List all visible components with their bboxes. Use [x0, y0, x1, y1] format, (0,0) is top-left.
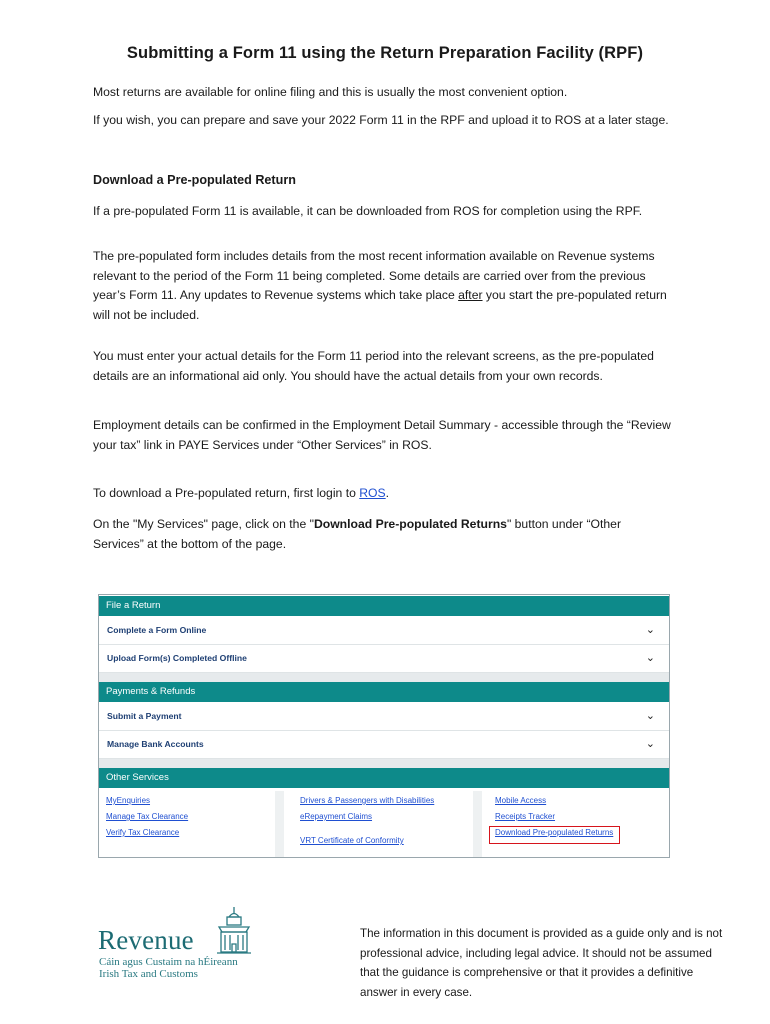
ros-link[interactable]: ROS [359, 486, 386, 500]
disclaimer-text: The information in this document is provided as a guide only and is not professional advice, including legal advice. It should not be assumed that the guidance is comprehensive or that it provides a definitive answer in every case. [360, 927, 723, 999]
chevron-down-icon: ⌄ [645, 710, 655, 722]
mobile-access-link[interactable]: Mobile Access [495, 796, 547, 805]
logo-english-tagline: Irish Tax and Customs [99, 968, 198, 980]
section-paragraph-4: Employment details can be confirmed in the Employment Detail Summary - accessible through the “Review your tax” link in PAYE Services under “Other Services” in ROS. [93, 418, 671, 452]
erepayment-claims-link[interactable]: eRepayment Claims [300, 812, 373, 821]
section-paragraph-3: You must enter your actual details for the Form 11 period into the relevant screens, as the pre-populated details are an informational aid only. You should have the actual details from your own records. [93, 349, 654, 383]
complete-form-online-label: Complete a Form Online [107, 625, 207, 635]
paragraph-2-text-b: you start the pre-populated return will not be included. [93, 288, 667, 322]
other-services-header: Other Services [99, 768, 669, 788]
upload-offline-row[interactable] [99, 645, 669, 673]
intro-paragraph-1: Most returns are available for online filing and this is usually the most convenient option. [93, 85, 568, 99]
receipts-tracker-link[interactable]: Receipts Tracker [495, 812, 556, 821]
upload-offline-label: Upload Form(s) Completed Offline [107, 653, 247, 663]
manage-bank-accounts-row[interactable] [99, 731, 669, 759]
payments-refunds-header: Payments & Refunds [99, 682, 669, 702]
file-return-header: File a Return [99, 596, 669, 616]
revenue-logo [98, 905, 268, 980]
complete-form-online-row[interactable] [99, 617, 669, 645]
logo-irish-tagline: Cáin agus Custaim na hÉireann [99, 956, 238, 968]
paragraph-5-end: . [385, 486, 390, 500]
myenquiries-link[interactable]: MyEnquiries [106, 796, 151, 805]
vrt-certificate-link[interactable]: VRT Certificate of Conformity [300, 836, 404, 845]
section-paragraph-1: If a pre-populated Form 11 is available, it can be downloaded from ROS for completion using the RPF. [93, 204, 643, 218]
paragraph-6-text-b: " button under “Other Services” at the bottom of the page. [93, 517, 622, 551]
custom-house-icon [216, 905, 252, 957]
chevron-down-icon: ⌄ [645, 624, 655, 636]
submit-payment-row[interactable] [99, 703, 669, 731]
other-services-column-2 [300, 796, 434, 856]
paragraph-2-text-a: The pre-populated form includes details from the most recent information available on Revenue systems relevant to the period of the Form 11 being completed. Some details are carried over from the previous year’s Form 11. Any updates to Revenue systems which take place [93, 249, 655, 302]
other-services-column-1 [106, 796, 188, 856]
chevron-down-icon: ⌄ [645, 738, 655, 750]
column-divider [473, 791, 482, 857]
download-prepopulated-returns-link[interactable]: Download Pre-populated Returns [495, 828, 614, 837]
page-title: Submitting a Form 11 using the Return Preparation Facility (RPF) [126, 44, 644, 62]
paragraph-6-text-a: On the "My Services" page, click on the " [93, 517, 314, 531]
manage-bank-accounts-label: Manage Bank Accounts [107, 739, 204, 749]
paragraph-5-text: To download a Pre-populated return, first login to [93, 486, 360, 500]
submit-payment-label: Submit a Payment [107, 711, 182, 721]
drivers-passengers-disabilities-link[interactable]: Drivers & Passengers with Disabilities [300, 796, 435, 805]
logo-wordmark: Revenue [98, 925, 194, 955]
section-paragraph-2 [93, 247, 673, 325]
chevron-down-icon: ⌄ [645, 652, 655, 664]
ros-services-screenshot [98, 594, 670, 858]
highlight-box [489, 826, 620, 844]
download-button-name: Download Pre-populated Returns [313, 517, 507, 531]
column-divider [275, 791, 284, 857]
emphasis-after: after [458, 288, 483, 302]
verify-tax-clearance-link[interactable]: Verify Tax Clearance [106, 828, 180, 837]
intro-paragraph-2: If you wish, you can prepare and save your 2022 Form 11 in the RPF and upload it to ROS at a later stage. [93, 113, 669, 127]
manage-tax-clearance-link[interactable]: Manage Tax Clearance [106, 812, 189, 821]
section-paragraph-6 [93, 515, 673, 554]
section-paragraph-5 [93, 484, 673, 504]
section-heading: Download a Pre-populated Return [93, 173, 296, 187]
